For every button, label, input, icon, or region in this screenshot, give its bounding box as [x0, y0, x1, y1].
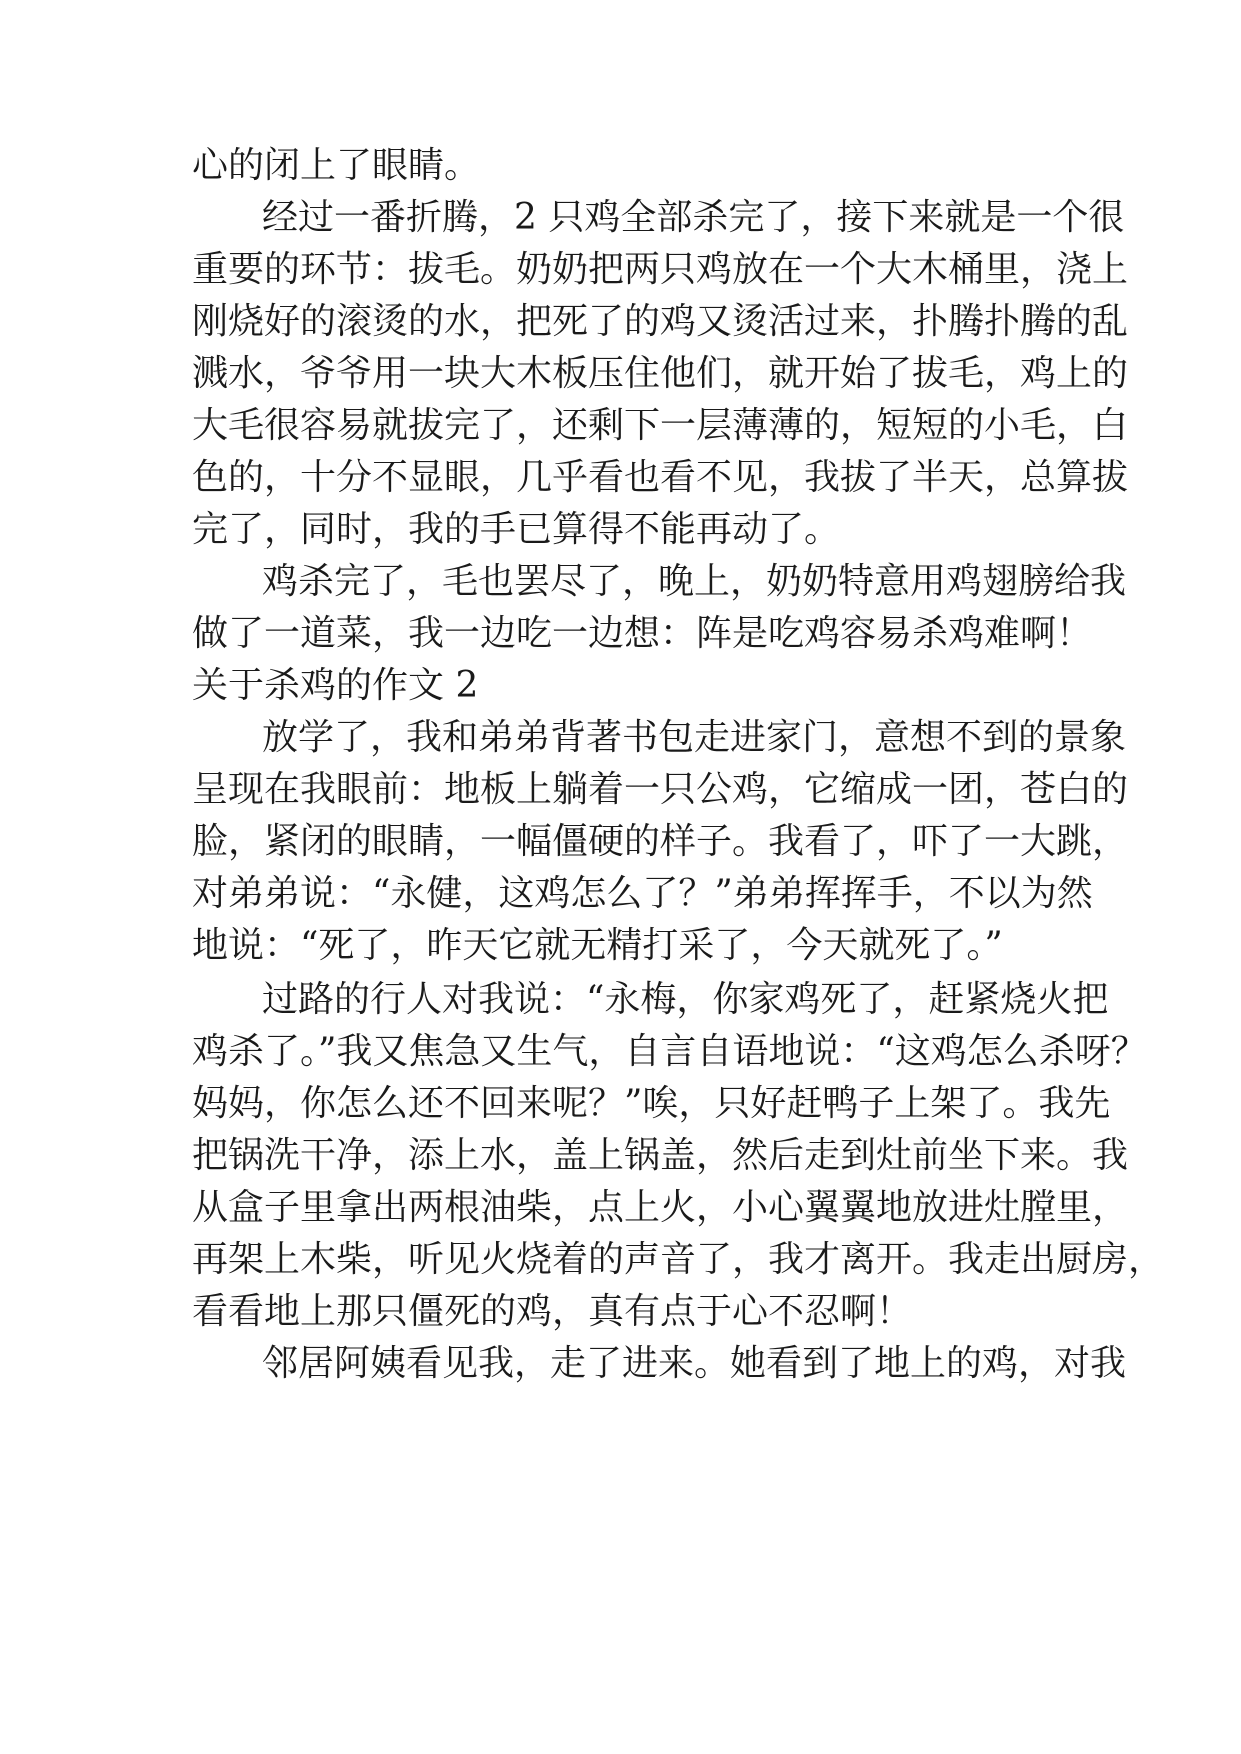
- text-line: 过路的行人对我说：“永梅，你家鸡死了，赶紧烧火把: [262, 979, 1109, 1020]
- essay-heading: 关于杀鸡的作文 2: [192, 665, 479, 706]
- text-line: 看看地上那只僵死的鸡，真有点于心不忍啊！: [192, 1291, 913, 1332]
- text-line: 地说：“死了，昨天它就无精打采了，今天就死了。”: [192, 925, 1003, 966]
- text-line: 再架上木柴，听见火烧着的声音了，我才离开。我走出厨房，: [192, 1239, 1165, 1280]
- text-line: 完了，同时，我的手已算得不能再动了。: [192, 509, 841, 550]
- text-line: 做了一道菜，我一边吃一边想：阵是吃鸡容易杀鸡难啊！: [192, 613, 1093, 654]
- text-line: 重要的环节：拔毛。奶奶把两只鸡放在一个大木桶里，浇上: [192, 249, 1129, 290]
- text-line: 鸡杀了。”我又焦急又生气，自言自语地说：“这鸡怎么杀呀？: [192, 1031, 1147, 1072]
- text-line: 溅水，爷爷用一块大木板压住他们，就开始了拔毛，鸡上的: [192, 353, 1129, 394]
- text-line: 色的，十分不显眼，几乎看也看不见，我拔了半天，总算拔: [192, 457, 1129, 498]
- text-line: 鸡杀完了，毛也罢尽了，晚上，奶奶特意用鸡翅膀给我: [262, 561, 1127, 602]
- text-line: 对弟弟说：“永健，这鸡怎么了？”弟弟挥挥手，不以为然: [192, 873, 1093, 914]
- text-line: 经过一番折腾，2 只鸡全部杀完了，接下来就是一个很: [262, 197, 1125, 238]
- text-line: 呈现在我眼前：地板上躺着一只公鸡，它缩成一团，苍白的: [192, 769, 1129, 810]
- text-line: 从盒子里拿出两根油柴，点上火，小心翼翼地放进灶膛里，: [192, 1187, 1129, 1228]
- text-line: 放学了，我和弟弟背著书包走进家门，意想不到的景象: [262, 717, 1127, 758]
- text-line: 大毛很容易就拔完了，还剩下一层薄薄的，短短的小毛，白: [192, 405, 1129, 446]
- text-line: 邻居阿姨看见我，走了进来。她看到了地上的鸡，对我: [262, 1343, 1127, 1384]
- text-line: 把锅洗干净，添上水，盖上锅盖，然后走到灶前坐下来。我: [192, 1135, 1129, 1176]
- text-line: 刚烧好的滚烫的水，把死了的鸡又烫活过来，扑腾扑腾的乱: [192, 301, 1129, 342]
- text-line: 妈妈，你怎么还不回来呢？”唉，只好赶鸭子上架了。我先: [192, 1083, 1111, 1124]
- text-line: 心的闭上了眼睛。: [192, 145, 481, 186]
- text-line: 脸，紧闭的眼睛，一幅僵硬的样子。我看了，吓了一大跳，: [192, 821, 1129, 862]
